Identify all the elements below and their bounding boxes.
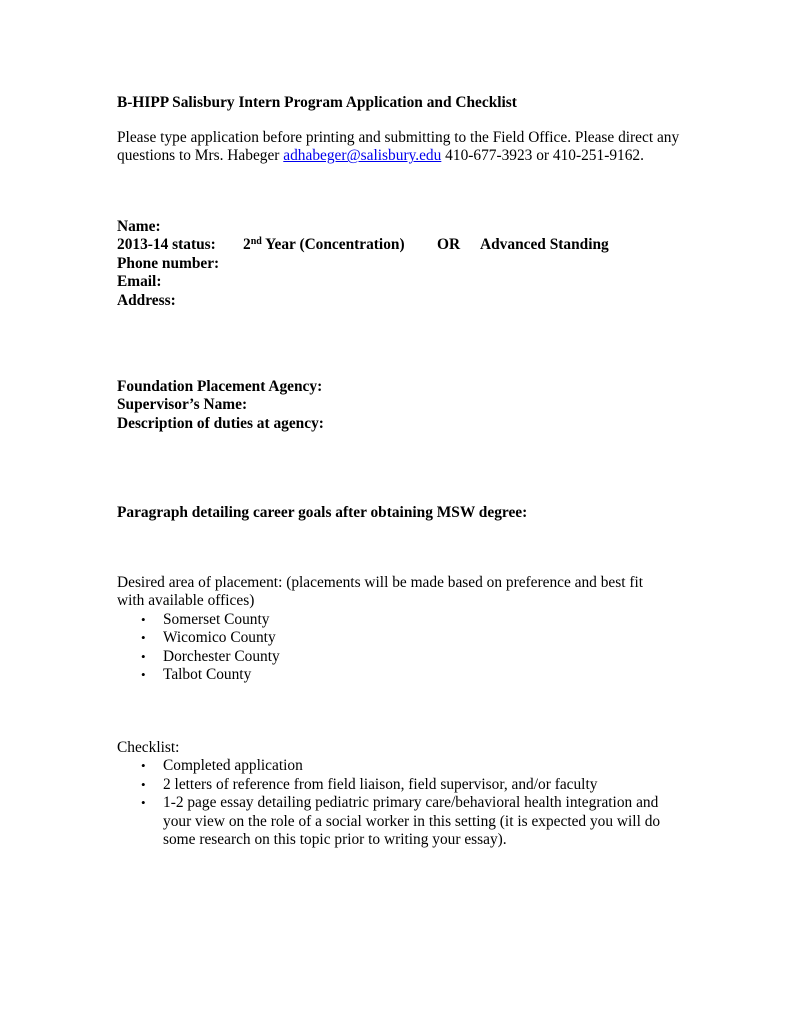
- placement-option: [117, 611, 667, 629]
- name-label: Name:: [117, 218, 161, 235]
- bullet-icon: •: [141, 776, 146, 792]
- intro-phone-text: 410-677-3923 or 410-251-9162.: [441, 147, 644, 165]
- placement-option-text: Somerset County: [163, 610, 270, 628]
- document-title: B-HIPP Salisbury Intern Program Application and Checklist: [117, 94, 517, 111]
- checklist-item: [117, 794, 677, 849]
- foundation-agency-label: Foundation Placement Agency:: [117, 378, 323, 395]
- placement-option: [117, 648, 667, 666]
- status-year-number: 2: [243, 236, 251, 254]
- checklist-list: [117, 757, 677, 849]
- checklist-heading: Checklist:: [117, 739, 180, 756]
- intro-paragraph: [117, 129, 682, 166]
- checklist-item: [117, 757, 677, 775]
- status-year-suffix: nd: [250, 236, 262, 248]
- foundation-section: [117, 378, 677, 433]
- career-goals-label: Paragraph detailing career goals after obtaining MSW degree:: [117, 504, 528, 521]
- intro-text: Please type application before printing and submitting to the Field Office. Please direct any questions to Mrs. Habeger: [117, 129, 680, 165]
- status-year-text: Year (Concentration): [261, 236, 405, 254]
- status-or: OR: [437, 236, 461, 254]
- bullet-icon: •: [141, 758, 146, 774]
- placement-option-text: Talbot County: [163, 666, 252, 684]
- checklist-item-text: 1-2 page essay detailing pediatric primary care/behavioral health integration and your view on the role of a social worker in this setting (it is expected you will do some research on this topic prior to writing your essay).: [163, 794, 661, 849]
- checklist-item-text: Completed application: [163, 757, 303, 775]
- placement-options-list: [117, 611, 667, 685]
- duties-label: Description of duties at agency:: [117, 414, 324, 432]
- status-row: [117, 236, 677, 254]
- placement-section: [117, 574, 667, 684]
- bullet-icon: •: [141, 648, 146, 664]
- checklist-item-text: 2 letters of reference from field liaison, field supervisor, and/or faculty: [163, 775, 598, 793]
- address-label: Address:: [117, 291, 176, 309]
- placement-option: [117, 666, 667, 684]
- bullet-icon: •: [141, 795, 146, 811]
- phone-label: Phone number:: [117, 254, 220, 272]
- bullet-icon: •: [141, 667, 146, 683]
- checklist-section: [117, 739, 677, 849]
- status-option-advanced: Advanced Standing: [480, 236, 609, 254]
- placement-option-text: Dorchester County: [163, 647, 280, 665]
- status-option-second-year: [243, 236, 437, 254]
- placement-intro: Desired area of placement: (placements will be made based on preference and best fit with available offices): [117, 574, 644, 610]
- contact-email-link[interactable]: adhabeger@salisbury.edu: [283, 147, 442, 165]
- applicant-info: [117, 218, 677, 310]
- bullet-icon: •: [141, 630, 146, 646]
- bullet-icon: •: [141, 611, 146, 627]
- placement-option-text: Wicomico County: [163, 629, 276, 647]
- email-label: Email:: [117, 273, 162, 291]
- placement-option: [117, 629, 667, 647]
- checklist-item: [117, 776, 677, 794]
- supervisor-name-label: Supervisor’s Name:: [117, 396, 248, 414]
- status-label: 2013-14 status:: [117, 236, 216, 254]
